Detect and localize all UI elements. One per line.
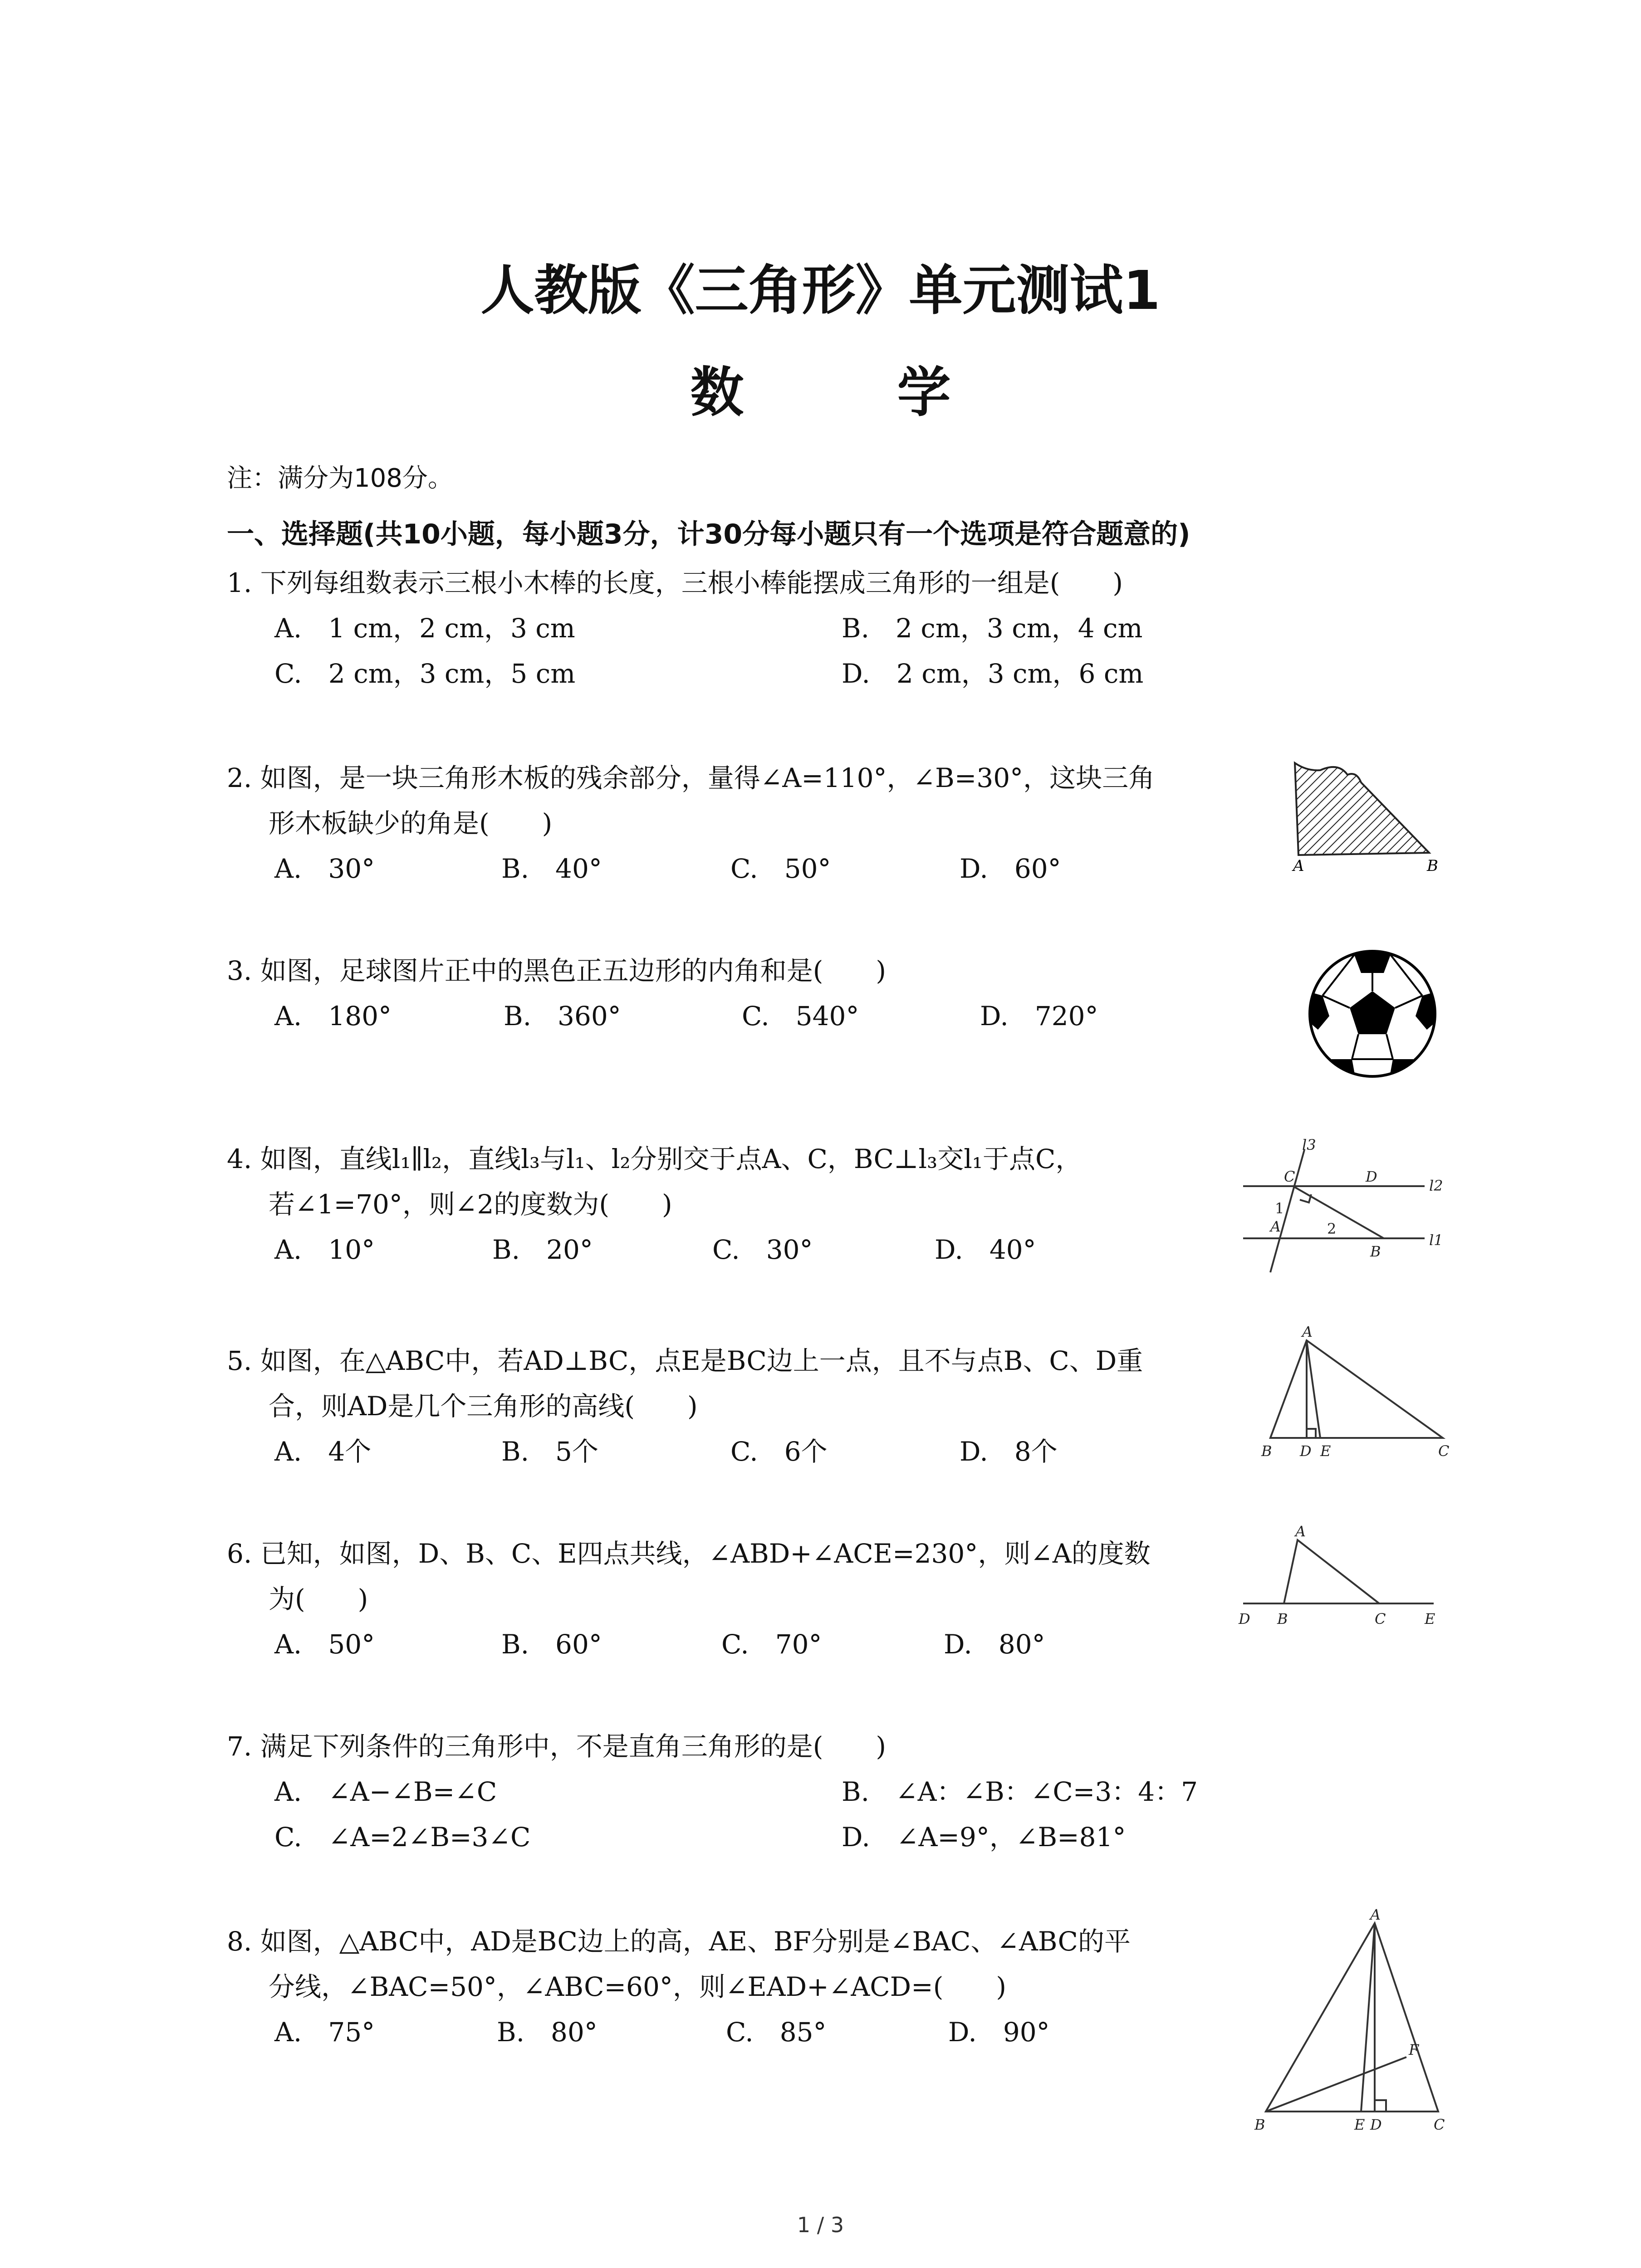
question-5-option-a: A. 4个 [274,1436,372,1467]
fig-q2-label-a: A [1293,857,1304,875]
question-8-option-b: B. 80° [497,2017,598,2048]
page-number: 1 / 3 [797,2213,844,2237]
question-8-stem-line2: 分线，∠BAC=50°，∠ABC=60°，则∠EAD+∠ACD=( ) [269,1971,1006,2002]
question-5-stem-line1: 5. 如图，在△ABC中，若AD⊥BC，点E是BC边上一点，且不与点B、C、D重 [227,1345,1143,1376]
question-1-stem: 1. 下列每组数表示三根小木棒的长度，三根小棒能摆成三角形的一组是( ) [227,567,1123,598]
question-6-option-b: B. 60° [501,1629,602,1660]
fig-q6-label-d: D [1239,1610,1250,1628]
question-2 [227,755,1252,891]
question-4-stem-line2: 若∠1=70°，则∠2的度数为( ) [269,1189,672,1220]
fig-q4-label-l1: l1 [1429,1232,1443,1249]
figure-q2-triangle-board [1293,758,1456,877]
fig-q4-label-2: 2 [1327,1220,1337,1237]
question-5-option-c: C. 6个 [730,1436,828,1467]
question-8 [227,1919,1252,2055]
question-7-option-d: D. ∠A=9°，∠B=81° [842,1822,1126,1853]
question-3-option-a: A. 180° [274,1001,392,1031]
fig-q6-label-c: C [1375,1610,1386,1628]
fig-q5-label-a: A [1302,1323,1313,1340]
fig-q8-label-c: C [1434,2116,1445,2133]
fig-q5-label-b: B [1261,1442,1272,1460]
page-title: 人教版《三角形》单元测试1 [480,259,1161,322]
question-5-stem-line2: 合，则AD是几个三角形的高线( ) [269,1391,698,1422]
question-1 [227,560,1252,696]
question-3-option-c: C. 540° [742,1001,859,1031]
question-4-option-a: A. 10° [274,1234,375,1265]
question-6-option-d: D. 80° [944,1629,1045,1660]
question-2-stem-line1: 2. 如图，是一块三角形木板的残余部分，量得∠A=110°，∠B=30°，这块三角 [227,763,1155,793]
question-4 [227,1136,1252,1272]
question-5 [227,1338,1252,1474]
question-3-stem: 3. 如图，足球图片正中的黑色正五边形的内角和是( ) [227,955,887,986]
fig-q8-label-f: F [1409,2041,1419,2058]
fig-q6-label-a: A [1295,1523,1306,1540]
question-7-stem: 7. 满足下列条件的三角形中，不是直角三角形的是( ) [227,1731,887,1762]
question-6-stem-line2: 为( ) [269,1584,368,1614]
fig-q4-label-l3: l3 [1302,1136,1316,1154]
question-6-option-c: C. 70° [721,1629,822,1660]
question-1-option-b: B. 2 cm，3 cm，4 cm [842,613,1143,644]
question-2-option-b: B. 40° [501,853,602,884]
question-3 [227,948,1252,1039]
question-2-option-c: C. 50° [730,853,831,884]
fig-q8-label-d: D [1370,2116,1382,2133]
fig-q4-label-d: D [1366,1168,1377,1185]
question-8-option-d: D. 90° [948,2017,1050,2048]
question-5-option-b: B. 5个 [501,1436,598,1467]
fig-q5-label-d: D [1300,1442,1312,1460]
fig-q2-label-b: B [1427,857,1438,875]
question-8-stem-line1: 8. 如图，△ABC中，AD是BC边上的高，AE、BF分别是∠BAC、∠ABC的平 [227,1926,1131,1957]
figure-q8-triangle-bisectors [1252,1905,1452,2134]
question-7-option-a: A. ∠A−∠B=∠C [274,1776,497,1807]
fig-q4-label-l2: l2 [1429,1177,1443,1194]
question-1-option-a: A. 1 cm，2 cm，3 cm [274,613,575,644]
question-6 [227,1531,1252,1667]
question-1-option-d: D. 2 cm，3 cm，6 cm [842,658,1144,689]
question-2-option-d: D. 60° [960,853,1061,884]
question-3-option-b: B. 360° [504,1001,621,1031]
question-4-option-d: D. 40° [935,1234,1036,1265]
question-4-option-c: C. 30° [712,1234,813,1265]
question-7 [227,1724,1252,1860]
fig-q4-label-b: B [1370,1243,1381,1260]
question-8-option-a: A. 75° [274,2017,375,2048]
question-2-option-a: A. 30° [274,853,375,884]
question-7-option-c: C. ∠A=2∠B=3∠C [274,1822,531,1853]
fig-q4-label-1: 1 [1275,1200,1284,1217]
question-1-option-c: C. 2 cm，3 cm，5 cm [274,658,576,689]
fig-q6-label-e: E [1425,1610,1435,1628]
fig-q5-label-c: C [1438,1442,1450,1460]
fig-q4-label-c: C [1284,1168,1295,1185]
question-6-option-a: A. 50° [274,1629,375,1660]
question-4-stem-line1: 4. 如图，直线l₁∥l₂，直线l₃与l₁、l₂分别交于点A、C，BC⊥l₃交l₁于点C， [227,1144,1082,1174]
fig-q8-label-e: E [1354,2116,1365,2133]
fig-q8-label-a: A [1370,1906,1381,1923]
fig-q8-label-b: B [1254,2116,1265,2133]
question-2-stem-line2: 形木板缺少的角是( ) [269,808,553,839]
question-3-option-d: D. 720° [980,1001,1098,1031]
fig-q6-label-b: B [1277,1610,1288,1628]
section-heading: 一、选择题(共10小题，每小题3分，计30分每小题只有一个选项是符合题意的) [227,518,1190,550]
fig-q5-label-e: E [1320,1442,1331,1460]
question-8-option-c: C. 85° [726,2017,827,2048]
subject-title: 数 学 [690,361,1001,424]
question-5-option-d: D. 8个 [960,1436,1058,1467]
figure-q5-triangle-altitude [1261,1323,1452,1465]
question-6-stem-line1: 6. 已知，如图，D、B、C、E四点共线，∠ABD+∠ACE=230°，则∠A的度数 [227,1538,1151,1569]
question-4-option-b: B. 20° [492,1234,593,1265]
figure-q6-triangle-line [1239,1522,1447,1637]
score-note: 注：满分为108分。 [227,464,453,493]
fig-q4-label-a: A [1270,1218,1281,1235]
question-7-option-b: B. ∠A：∠B：∠C=3：4：7 [842,1776,1198,1807]
figure-q4-parallel-lines [1234,1136,1461,1283]
figure-q3-soccer-ball [1307,948,1438,1081]
